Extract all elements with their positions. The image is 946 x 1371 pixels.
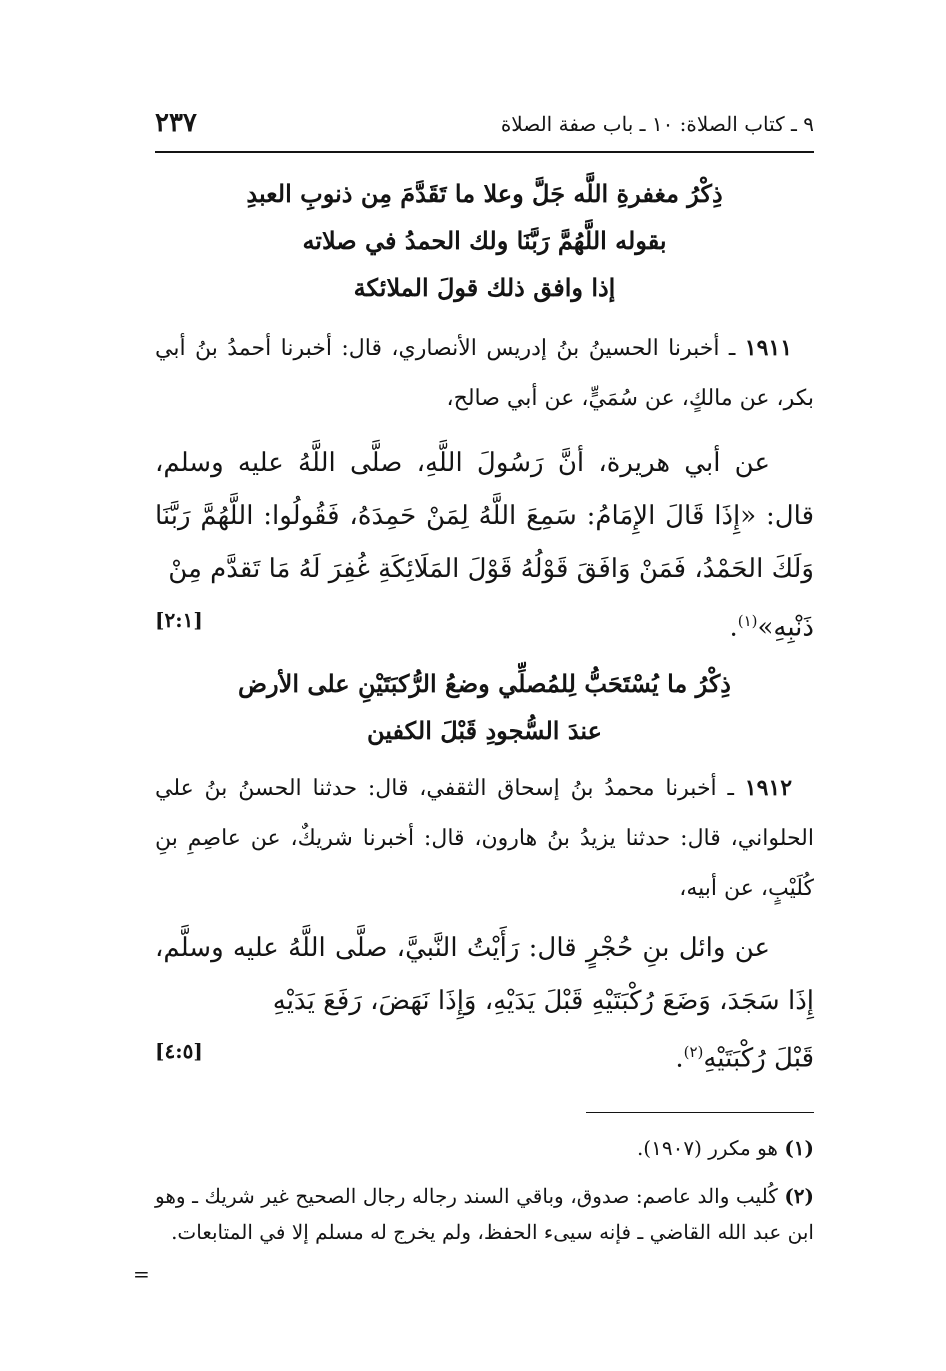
chapter-title-line: عندَ السُّجودِ قَبْلَ الكفين [367,716,602,745]
footnote-text: كُليب والد عاصم: صدوق، وباقي السند رجاله رجال الصحيح غير شريك ـ وهو ابن عبد الله القاضي ـ فإنه سيىء الحفظ، ولم يخرج له مسلم إلا في المتابعات. [155,1184,814,1244]
isnad-text: ـ أخبرنا محمدُ بنُ إسحاق الثقفي، قال: حدثنا الحسنُ بنُ علي الحلواني، قال: حدثنا يزيدُ بنُ هارون، قال: أخبرنا شريكٌ، عن عاصِمِ بنِ كُلَيْبٍ، عن أبيه، [155,776,814,901]
matn-last-line [155,596,814,646]
chapter-title-line: ذِكْرُ مغفرةِ اللَّه جَلَّ وعلا ما تَقَدَّمَ مِن ذنوبِ العبدِ [246,179,723,208]
matn-end: ذَنْبِهِ»$^{(١)}$. [729,612,814,643]
footnote [155,1178,814,1250]
matn-last-line [155,1027,814,1077]
footnote-text: هو مكرر (١٩٠٧). [636,1136,778,1160]
matn-paragraph: عن أبي هريرة، أنَّ رَسُولَ اللَّهِ، صلَّى اللَّهُ عليه وسلم، قال: «إِذَا قَالَ الإِمَامُ: سَمِعَ اللَّهُ لِمَنْ حَمِدَهُ، فَقُولُوا: اللَّهُمَّ رَبَّنَا وَلَكَ الحَمْدُ، فَمَنْ وَافَقَ قَوْلُهُ قَوْلَ المَلَائِكَةِ غُفِرَ لَهُ مَا تَقدَّم مِنْ [155,448,814,584]
matn-paragraph: عن وائل بنِ حُجْرٍ قال: رَأَيْتُ النَّبيَّ، صلَّى اللَّهُ عليه وسلَّم، إِذَا سَجَدَ، وَضَعَ رُكْبَتَيْهِ قَبْلَ يَدَيْهِ، وَإِذَا نَهَضَ، رَفَعَ يَدَيْهِ [155,933,814,1016]
footnote-rule [586,1112,814,1113]
hadith-number: ١٩١٢ [744,775,793,801]
running-title: ٩ ـ كتاب الصلاة: ١٠ ـ باب صفة الصلاة [500,112,814,136]
chapter-title-line: بقوله اللَّهُمَّ رَبَّنَا ولك الحمدُ في صلاته [302,226,667,255]
continuation-mark: = [133,1262,150,1286]
page-number: ٢٣٧ [155,108,197,138]
chapter-title [155,170,814,311]
chapter-title-line: ذِكْرُ ما يُسْتَحَبُّ لِلمُصلِّي وضعُ الرُّكبَتَيْنِ على الأرض [238,669,731,698]
matn-end-text: قَبْلَ رُكْبَتَيْهِ [703,1043,814,1074]
isnad-paragraph [155,763,814,914]
isnad-paragraph [155,323,814,424]
header-rule [155,151,814,153]
matn-end-text: ذَنْبِهِ» [757,612,814,643]
footnote [155,1130,814,1166]
chapter-title-line: إذا وافق ذلك قولَ الملائكة [353,273,616,302]
footnote-number: (٢) [784,1184,814,1208]
hadith-number: ١٩١١ [744,335,793,361]
source-reference: [٢:١] [155,608,203,632]
footnote-marker: (١) [737,612,758,630]
source-reference: [٤:٥] [155,1039,203,1063]
running-header [155,108,814,144]
footnote-number: (١) [784,1136,814,1160]
footnote-marker: (٢) [683,1043,704,1061]
matn-end: قَبْلَ رُكْبَتَيْهِ$^{(٢)}$. [675,1043,814,1074]
isnad-text: ـ أخبرنا الحسينُ بنُ إدريس الأنصاري، قال: أخبرنا أحمدُ بنُ أبي بكر، عن مالكٍ، عن سُمَيٍّ، عن أبي صالح، [155,336,814,411]
chapter-title [155,660,814,754]
